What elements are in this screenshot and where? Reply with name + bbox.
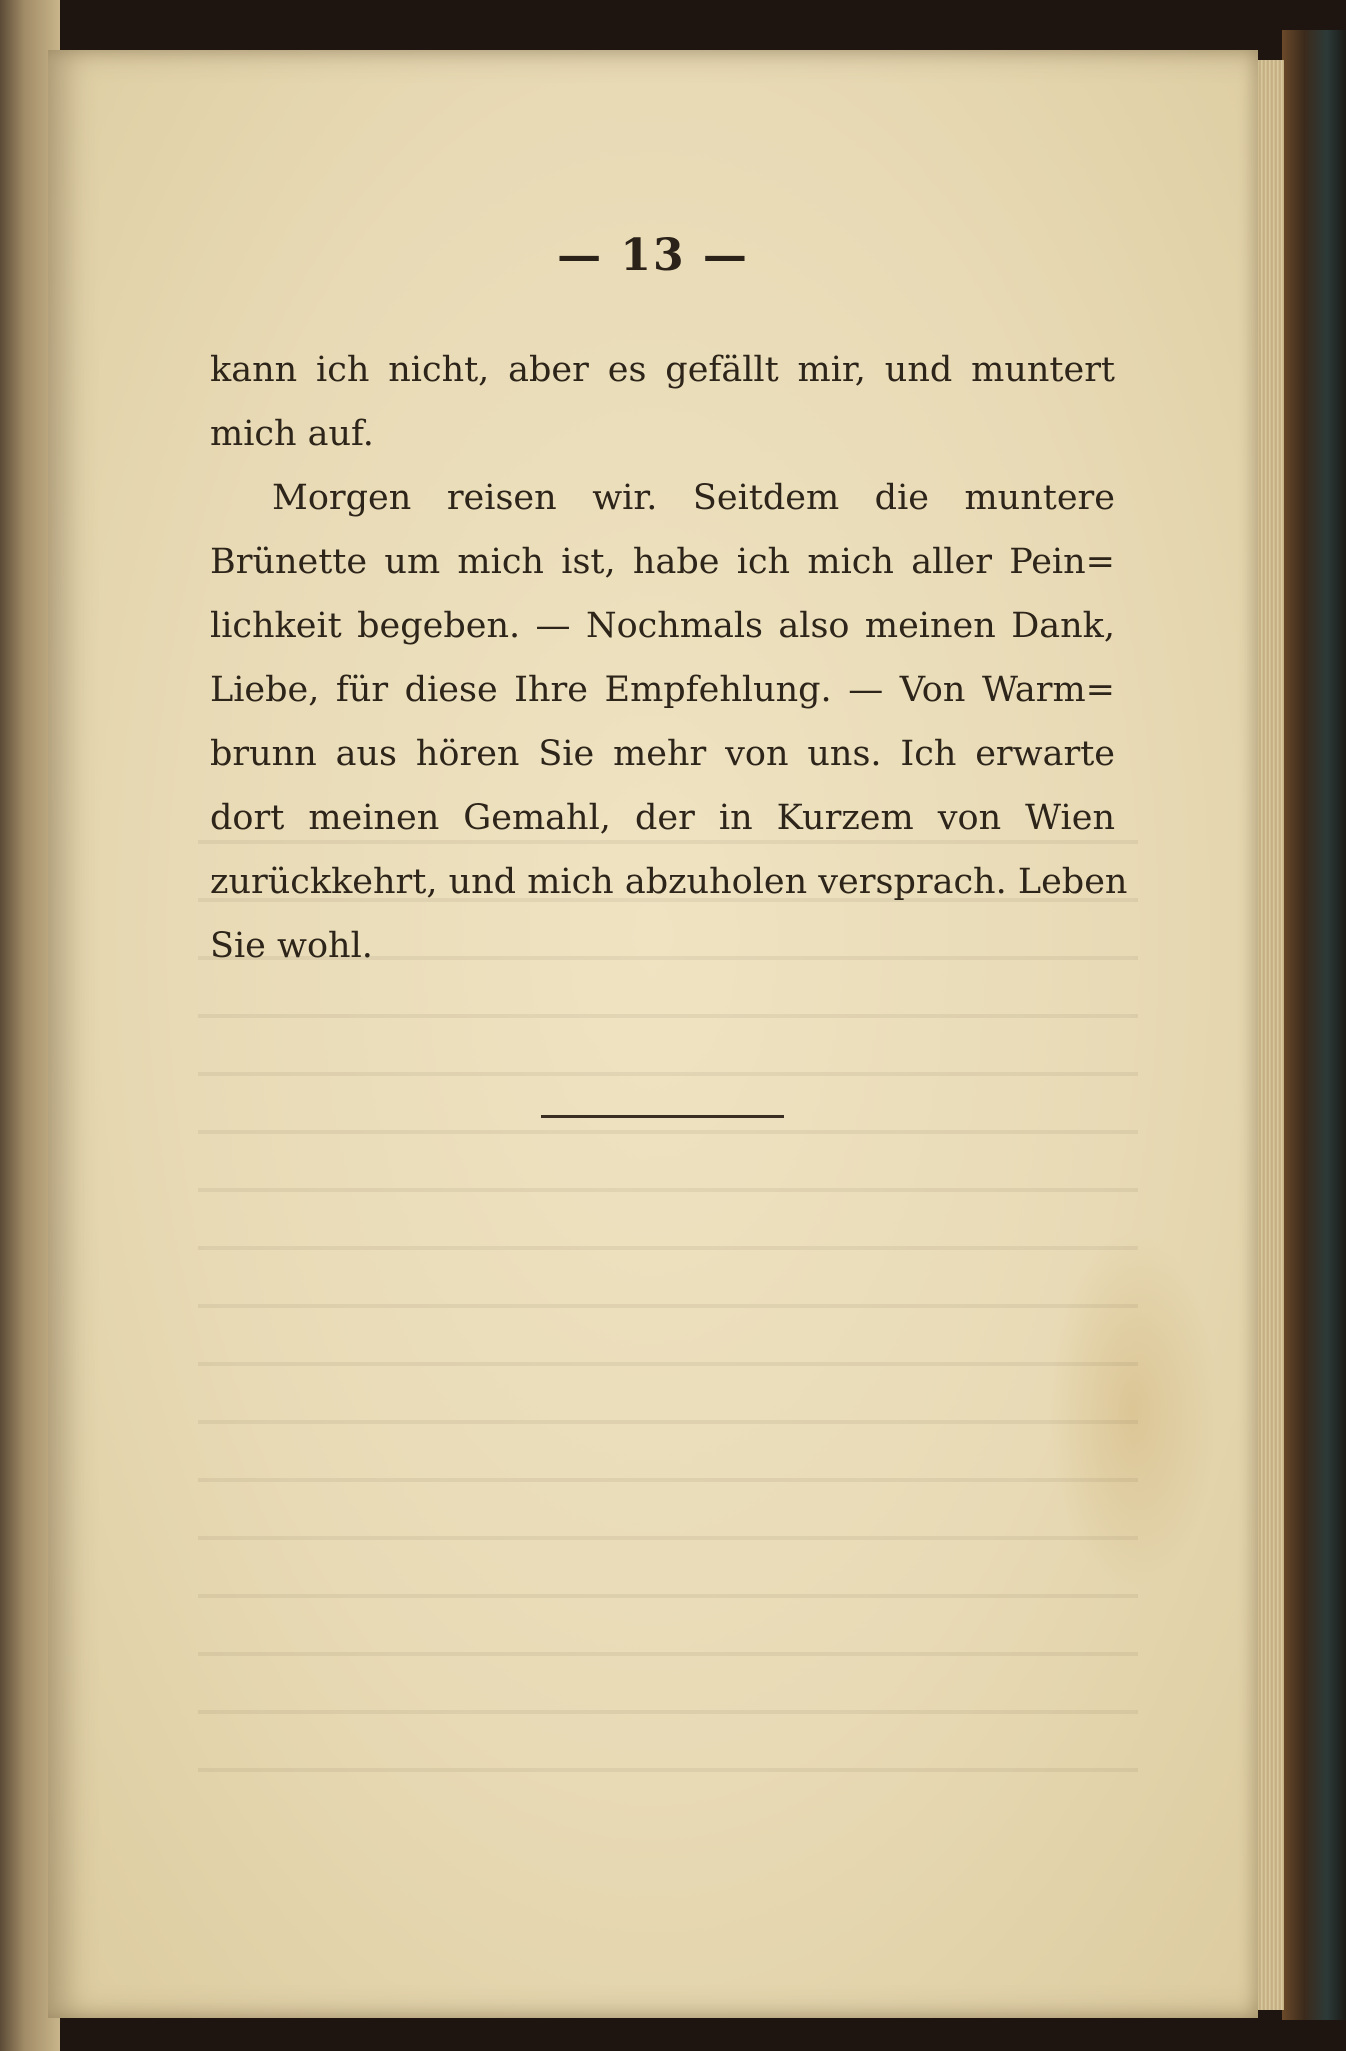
book-cover-right xyxy=(1282,30,1346,2020)
text-line: Liebe, für diese Ihre Empfehlung. — Von Warm= xyxy=(210,670,1115,710)
text-line: dort meinen Gemahl, der in Kurzem von Wien xyxy=(210,798,1115,838)
book-page xyxy=(48,50,1258,2018)
text-line: brunn aus hören Sie mehr von uns. Ich erwarte xyxy=(210,734,1115,774)
text-line: zurückkehrt, und mich abzuholen versprach. Leben xyxy=(210,862,1128,902)
text-line: lichkeit begeben. — Nochmals also meinen Dank, xyxy=(210,606,1115,646)
page-number-header: — 13 — xyxy=(557,230,749,281)
section-end-rule xyxy=(541,1115,784,1118)
text-line: mich auf. xyxy=(210,414,374,454)
text-line: kann ich nicht, aber es gefällt mir, und muntert xyxy=(210,350,1115,390)
page-body-text xyxy=(210,338,1128,978)
text-line: Brünette um mich ist, habe ich mich aller Pein= xyxy=(210,542,1115,582)
text-line: Sie wohl. xyxy=(210,926,373,966)
text-line: Morgen reisen wir. Seitdem die muntere xyxy=(272,478,1115,518)
